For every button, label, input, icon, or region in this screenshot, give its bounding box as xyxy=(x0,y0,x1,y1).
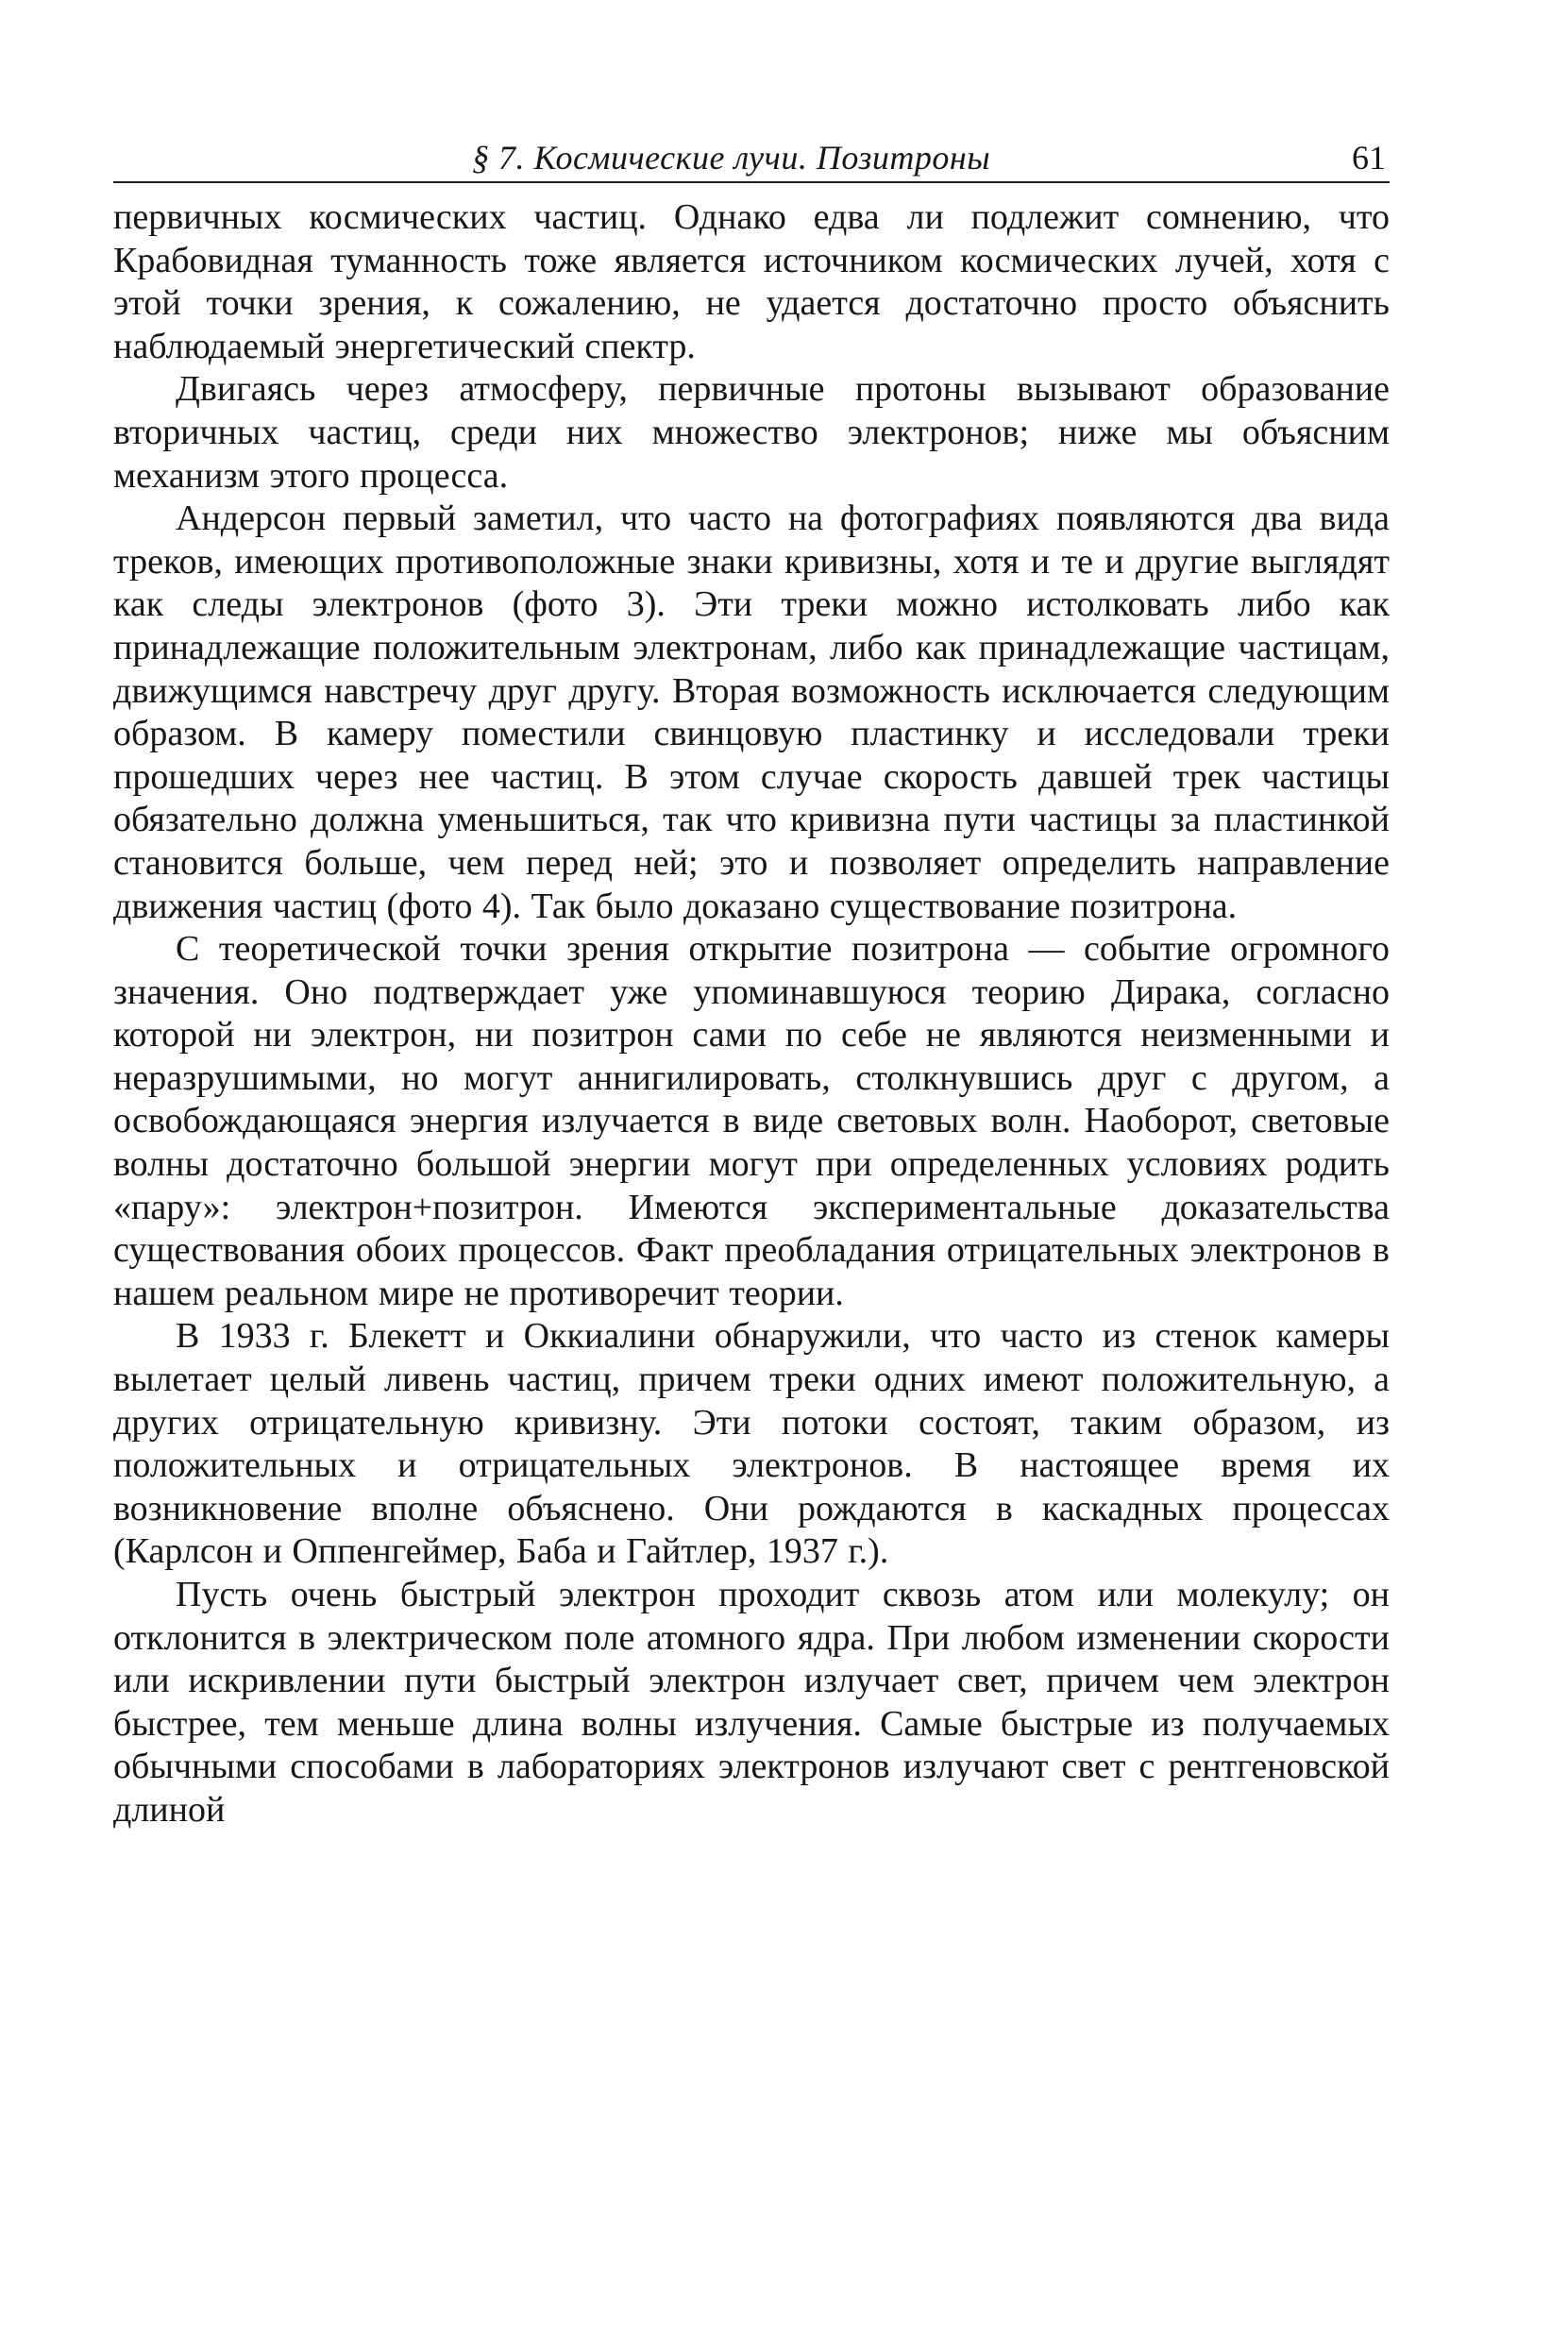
paragraph-anderson: Андерсон первый заметил, что часто на фотографиях появляются два вида треков, имеющих противоположные знаки кривизны, хотя и те и другие выглядят как следы электронов (фото 3). Эти треки можно истолковать либо как принадлежащие положительным электронам, либо как принадлежащие частицам, движущимся навстречу друг другу. Вторая возможность исключается следующим образом. В камеру поместили свинцовую пластинку и исследовали треки прошедших через нее частиц. В этом случае скорость давшей трек частицы обязательно должна уменьшиться, так что кривизна пути частицы за пластинкой становится больше, чем перед ней; это и позволяет определить направление движения частиц (фото 4). Так было доказано существование позитрона. xyxy=(113,498,1390,926)
book-page xyxy=(113,123,1390,1832)
paragraph-theory: С теоретической точки зрения открытие позитрона — событие огромного значения. Оно подтверждает уже упоминавшуюся теорию Дирака, согласно которой ни электрон, ни позитрон сами по себе не являются неизменными и неразрушимыми, но могут аннигилировать, столкнувшись друг с другом, а освобождающаяся энергия излучается в виде световых волн. Наоборот, световые волны достаточно большой энергии могут при определенных условиях родить «пару»: электрон+позитрон. Имеются экспериментальные доказательства существования обоих процессов. Факт преобладания отрицательных электронов в нашем реальном мире не противоречит теории. xyxy=(113,929,1390,1313)
paragraph-blackett: В 1933 г. Блекетт и Оккиалини обнаружили, что часто из стенок камеры вылетает целый ливень частиц, причем треки одних имеют положительную, а других отрицательную кривизну. Эти потоки состоят, таким образом, из положительных и отрицательных электронов. В настоящее время их возникновение вполне объяснено. Они рождаются в каскадных процессах (Карлсон и Оппенгеймер, Баба и Гайтлер, 1937 г.). xyxy=(113,1316,1390,1572)
page-number: 61 xyxy=(1352,139,1386,177)
running-header xyxy=(113,123,1390,183)
body-text xyxy=(113,196,1390,1832)
paragraph-fast-electron: Пусть очень быстрый электрон проходит сквозь атом или молекулу; он отклонится в электрическом поле атомного ядра. При любом изменении скорости или искривлении пути быстрый электрон излучает свет, причем чем электрон быстрее, тем меньше длина волны излучения. Самые быстрые из получаемых обычными способами в лабораториях электронов излучают свет с рентгеновской длиной xyxy=(113,1575,1390,1830)
paragraph-continued: первичных космических частиц. Однако едва ли подлежит сомнению, что Крабовидная туманность тоже является источником космических лучей, хотя с этой точки зрения, к сожалению, не удается достаточно просто объяснить наблюдаемый энергетический спектр. xyxy=(113,197,1390,366)
running-title: § 7. Космические лучи. Позитроны xyxy=(472,139,991,177)
paragraph-atmosphere: Двигаясь через атмосферу, первичные протоны вызывают образование вторичных частиц, среди них множество электронов; ниже мы объясним механизм этого процесса. xyxy=(113,369,1390,496)
